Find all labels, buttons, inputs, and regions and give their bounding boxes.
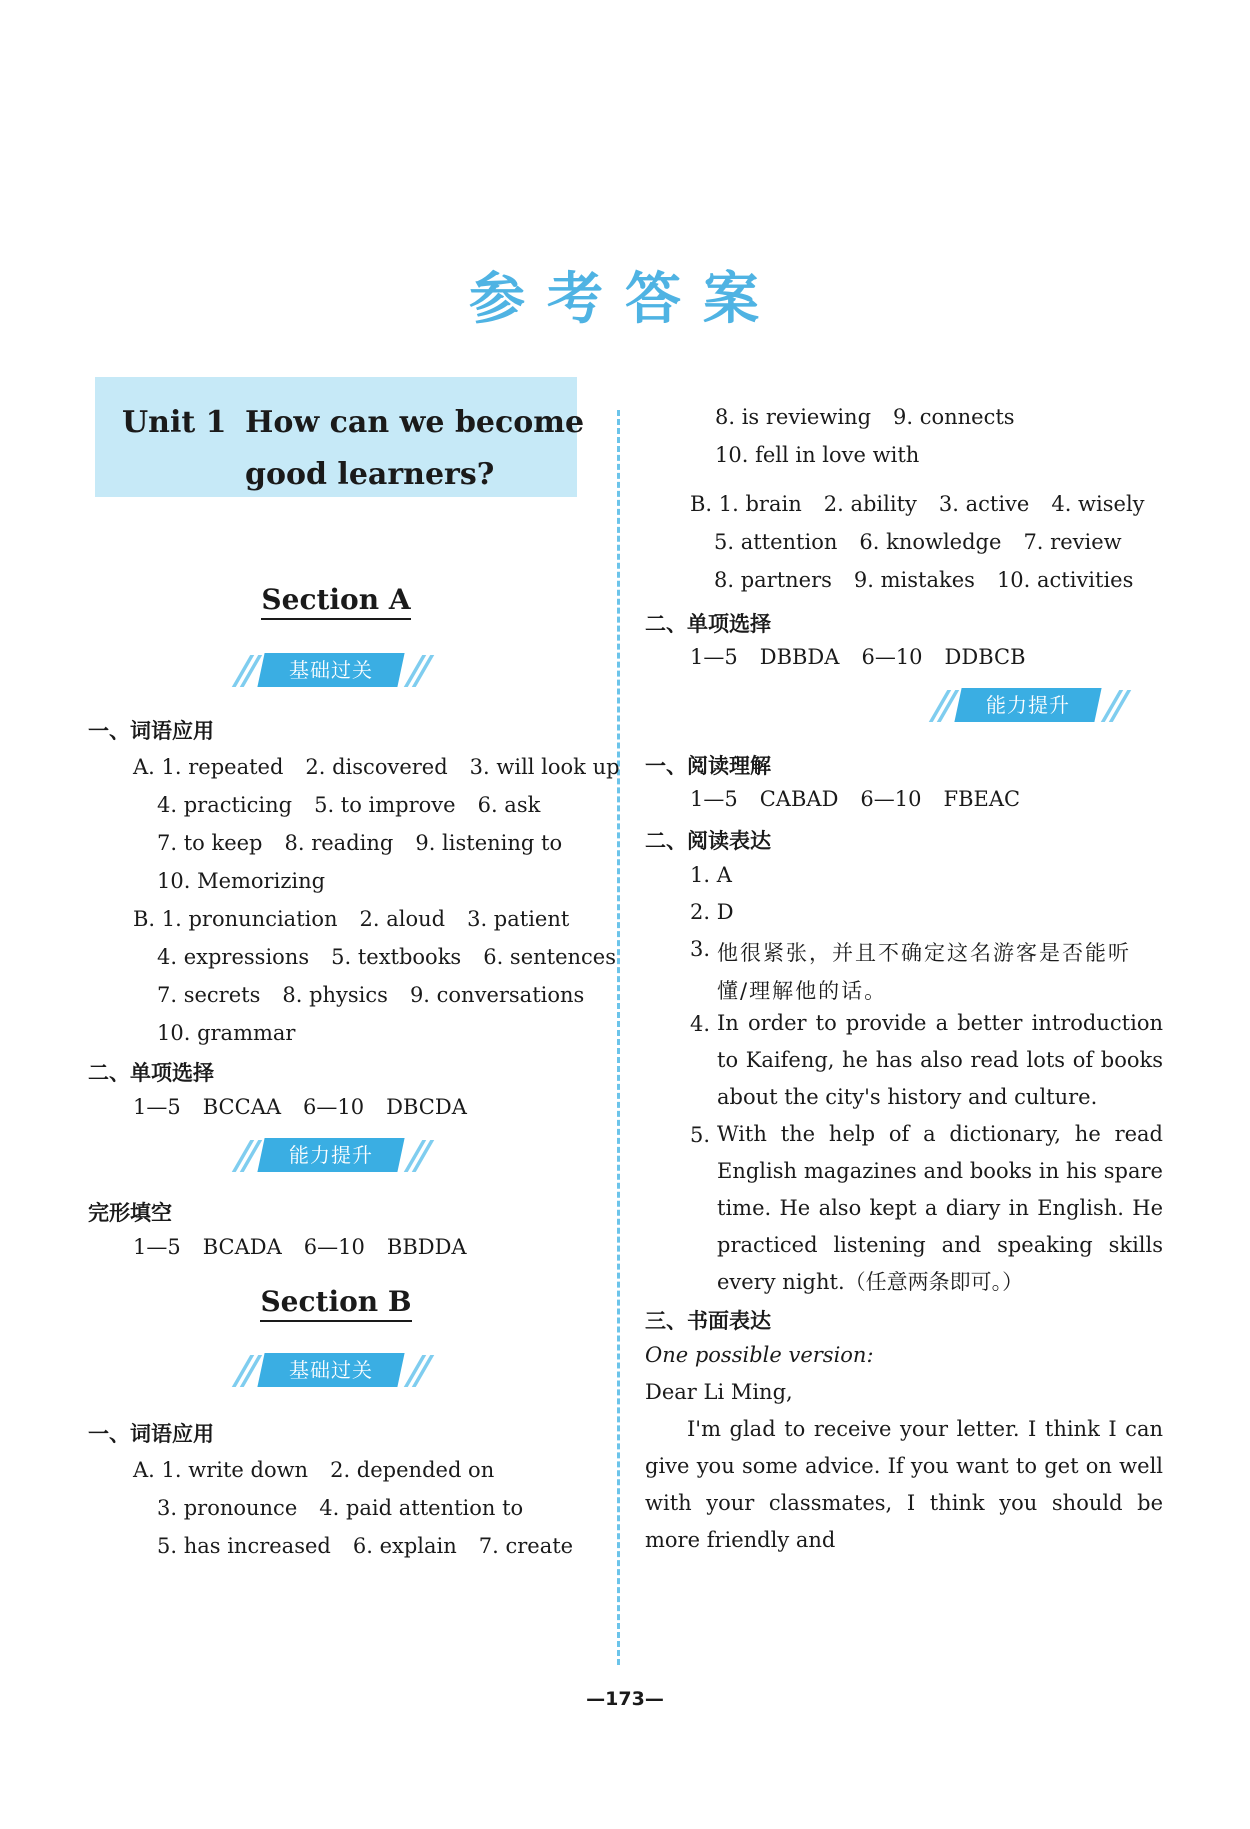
page-title: 参考答案: [469, 266, 781, 332]
expr-answer-3-num: 3.: [690, 937, 711, 961]
cloze-answers: 1—5 BCADA 6—10 BBDDA: [133, 1235, 467, 1259]
section-a-title: Section A: [95, 583, 577, 616]
heading-choice-right: 二、单项选择: [645, 612, 771, 636]
heading-vocab-b: 一、词语应用: [88, 1422, 214, 1446]
unit-title-line2: good learners?: [245, 457, 495, 492]
expr-answer-5-text: With the help of a dictionary, he read English magazines and books in his spare time. He also kept a diary in English. He practiced listening and speaking skills every night.（任意两条即可。）: [717, 1122, 1163, 1294]
badge-ability-left: 能力提升: [233, 1138, 443, 1174]
page-number: —173—: [586, 1688, 664, 1710]
badge-ability-right: 能力提升: [930, 688, 1140, 724]
vocab-sb-block: A. 1. write down 2. depended on 3. pronounce 4. paid attention to 5. has increased 6. explain 7. create: [133, 1458, 574, 1558]
choice-answers-right: 1—5 DBBDA 6—10 DDBCB: [690, 645, 1026, 669]
expr-answer-5-num: 5.: [690, 1123, 711, 1147]
expr-answer-1: 1. A: [690, 863, 732, 887]
reading-answers: 1—5 CABAD 6—10 FBEAC: [690, 787, 1021, 811]
section-b-title: Section B: [95, 1285, 577, 1318]
expr-answer-4-num: 4.: [690, 1012, 711, 1036]
unit-header-box: [95, 377, 585, 497]
expr-answer-2: 2. D: [690, 900, 734, 924]
heading-cloze: 完形填空: [88, 1201, 172, 1225]
vocab-a-continued: 8. is reviewing 9. connects 10. fell in love with: [715, 405, 1015, 467]
heading-choice: 二、单项选择: [88, 1061, 214, 1085]
badge-basic-b: 基础过关: [233, 1353, 443, 1389]
expr-answer-4-text: In order to provide a better introduction to Kaifeng, he has also read lots of books about the city's history and culture.: [717, 1011, 1163, 1109]
heading-vocab: 一、词语应用: [88, 719, 214, 743]
unit-title-line1: How can we become: [245, 405, 585, 440]
heading-expression: 二、阅读表达: [645, 829, 771, 853]
expr-answer-3-line1: 他很紧张，并且不确定这名游客是否能听: [717, 941, 1131, 965]
version-label: One possible version:: [645, 1343, 874, 1367]
letter-body: I'm glad to receive your letter. I think I can give you some advice. If you want to get on well with your classmates, I think you should be more friendly and: [645, 1417, 1163, 1552]
letter-salutation: Dear Li Ming,: [645, 1380, 793, 1404]
heading-writing: 三、书面表达: [645, 1309, 771, 1333]
expr-answer-3-line2: 懂/理解他的话。: [717, 979, 888, 1003]
heading-reading: 一、阅读理解: [645, 754, 771, 778]
choice-answers: 1—5 BCCAA 6—10 DBCDA: [133, 1095, 467, 1119]
vocab-b-block: B. 1. brain 2. ability 3. active 4. wisely 5. attention 6. knowledge 7. review 8. partners 9. mistakes 10. activities: [690, 492, 1145, 592]
vocab-a-block: A. 1. repeated 2. discovered 3. will look up 4. practicing 5. to improve 6. ask 7. to keep 8. reading 9. listening to 10. Memorizing B. 1. pronunciation 2. aloud 3. patient 4. expressions 5. textbooks 6. sentences 7. secrets 8. physics 9. conversations 10. grammar: [133, 755, 620, 1045]
badge-basic: 基础过关: [233, 653, 443, 689]
unit-number: Unit 1: [122, 405, 227, 440]
